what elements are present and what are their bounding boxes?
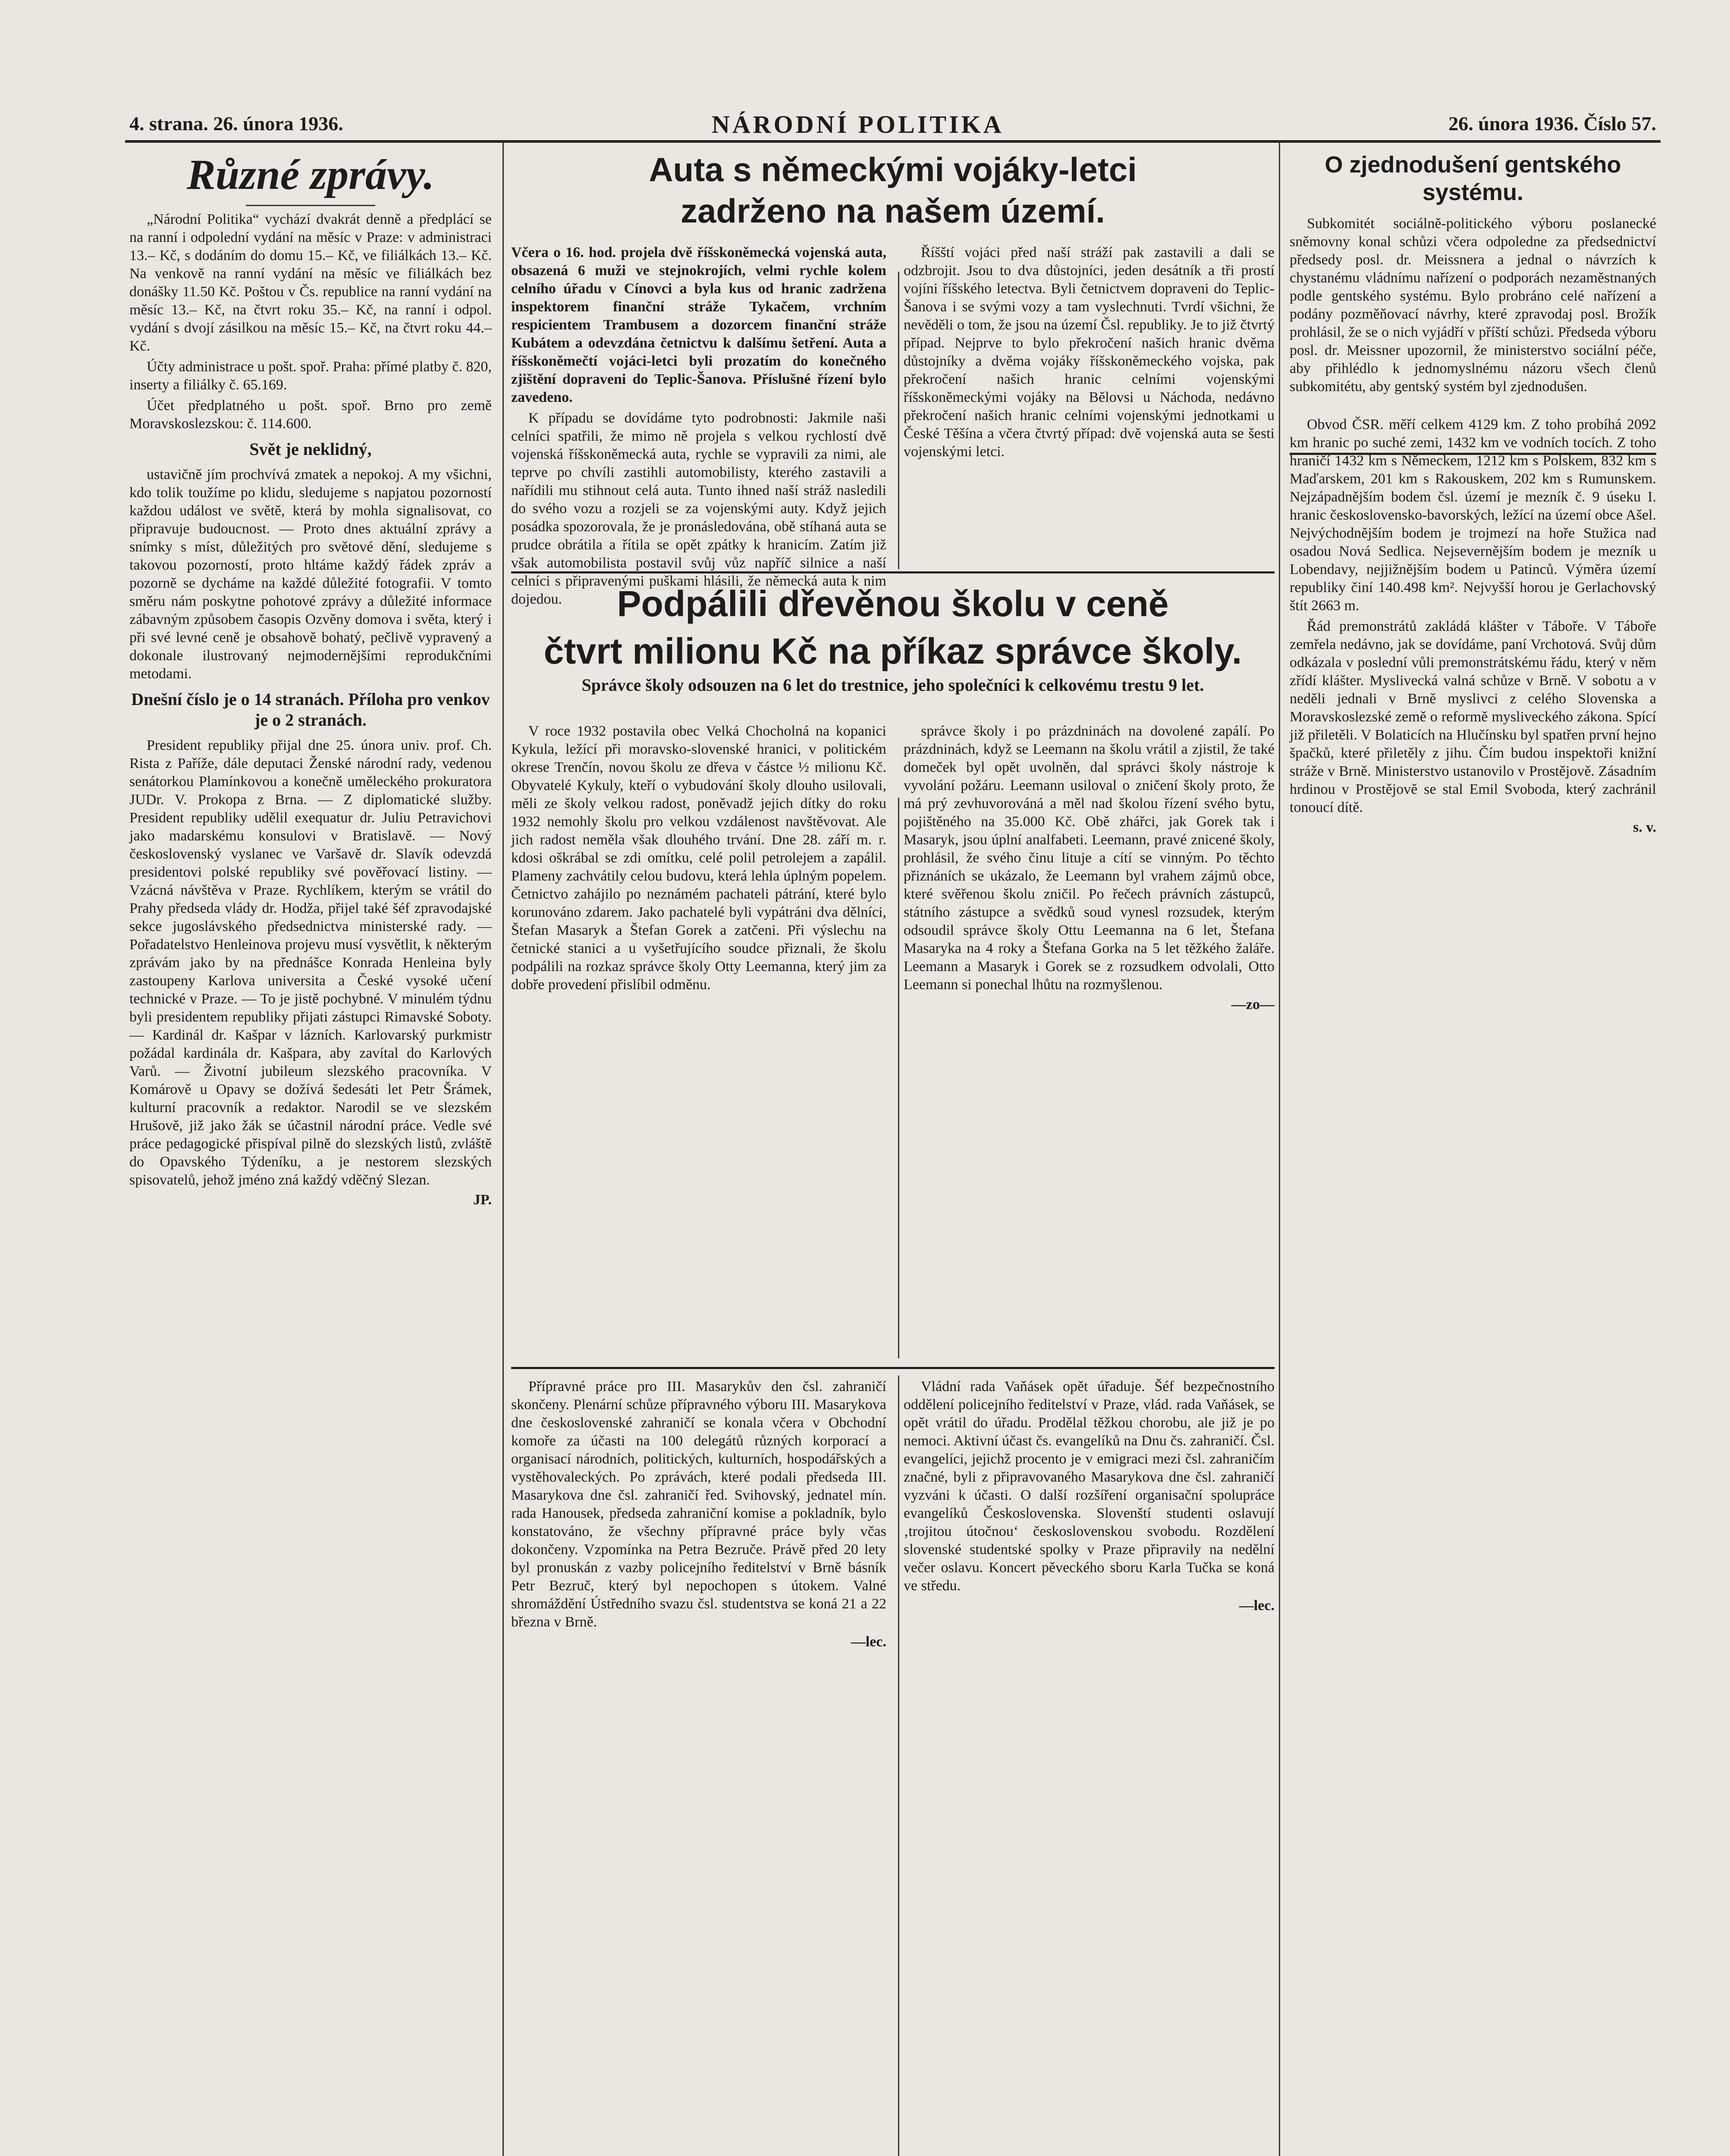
article-text: V roce 1932 postavila obec Velká Chocholná na kopanici Kykula, ležící při moravsko-slovenské hranici, v politickém okrese Trenčín, novou školu ze dřeva v částce ½ milionu Kč. Obyvatelé Kykuly, kteří o vybudování školy dlouho usilovali, měli ze školy velkou radost, poněvadž jejich dítky do roku 1932 nemohly školu pro velkou vzdálenost navštěvovat. Ale jich radost neměla však dlouhého trvání. Dne 28. září m. r. kdosi oškrábal se zdi omítku, celé polil petrolejem a zapálil. Plameny zachvátily celou budovu, která lehla úplným popelem. Četnictvo zahájilo po neznámém pachateli pátrání, které bylo korunováno zdarem. Jako pachatelé byli vypátráni dva dělníci, Štefan Masaryk a Štefan Gorek a zatčeni. Při výslechu na četnické stanici a u vyšetřujícího soudce přiznali, že školu podpálili na rozkaz správce školy Otty Leemanna, který jim za dobře provedení přislíbil odměnu. (511, 723, 886, 993)
article-headline: čtvrt milionu Kč na příkaz správce školy. (543, 631, 1242, 671)
article-text: Obvod ČSR. měří celkem 4129 km. Z toho probíhá 2092 km hranic po suché zemi, 1432 km ve vodních tocích. Z toho hraničí 1432 km s Německem, 1212 km s Polskem, 832 km s Maďarskem, 201 km s Rakouskem, 202 km s Rumunskem. Nejzápadnějším bodem čsl. území je mezník č. 9 úseku I. hranic československo-bavorských, ležící na území obce Ašel. Nejvýchodnějším bodem je trojmezí na hoře Stužica nad osadou Nová Sedlica. Nejsevernějším bodem je mezník u Lobendavy, nejjižnějším bodem u Patinců. Výměra území republiky činí 140.498 km². Nejvyšší horou je Gerlachovský štít 2663 m. (1290, 417, 1656, 614)
signature: s. v. (1633, 819, 1656, 835)
article-column-left (511, 244, 886, 611)
signature: —lec. (851, 1634, 886, 1650)
article-text: K případu se dovídáme tyto podrobnosti: Jakmile naši celníci spatřili, že mimo ně projela s velkou rychlostí dvě vojenská říšskoněmecká auta, rychle se vypravili za nimi, ale teprve po chvíli zastihli automobilisty, kterého zastavili a nařídili mu stihnout celá auta. Tunto ihned naší stráž nasledili do svého vozu a rozjeli se za vojenskými auty. Když jejich posádka spozorovala, že je pronásledována, obě stíhaná auta se prudce obrátila a řítila se opět zpátky k hranicím. Zatím již však automobilista postavil svůj vůz napříč silnice a naší celníci s připravenými puškami hlásili, že německá auta k nim dojedou. (511, 410, 886, 607)
article-text: Subkomitét sociálně-politického výboru poslanecké sněmovny konal schůzi včera odpoledne za předsednictví předsedy posl. dr. Meissnera a jednal o návrzích k chystanému vládnímu nařízení o podporách nezaměstnaných podle gentského systému. Bylo probráno celé nařízení a podány pozměňovací návrhy, které zpravodaj posl. Brožík prohlásil, že se o nich vyjádří v příští schůzi. Předseda výboru posl. dr. Meissner upozornil, že ministerstvo sociální péče, aby přihlédlo k jednomyslnému názoru všech členů subkomitétu, aby gentský systém byl zjednodušen. (1290, 216, 1656, 395)
article-text: ustavičně jím prochvívá zmatek a nepokoj. A my všichni, kdo tolik toužíme po klidu, sledujeme s napjatou pozorností každou událost ve světě, která by mohla signalisovat, co připravuje budoucnost. — Proto dnes aktuální zprávy a snímky s míst, důležitých pro světové dění, sledujeme s takovou pozorností, proto hltáme každý řádek zpráv a pozorně se dycháme na každé důležité fotografii. V tomto směru nám poskytne pohotové zprávy a důležité informace zábavným způsobem časopis Ozvěny domova i světa, který i při své levné ceně je obsahově bohatý, pečlivě vypravený a dokonale ilustrovaný nejmodernějšími reprodukčními metodami. (129, 467, 492, 682)
column-gentsky-system (1290, 147, 1656, 2156)
article-text: President republiky přijal dne 25. února univ. prof. Ch. Rista z Paříže, dále deputaci Ženské národní rady, vedenou senátorkou Plamínkovou a konečně uměleckého prokuratora JUDr. V. Prokopa z Brna. — Z diplomatické služby. President republiky udělil exequatur dr. Juliu Petravichovi jako madarskému konsulovi v Bratislavě. — Nový československý vyslanec ve Varšavě dr. Slavík odevzdá presidentovi polské republiky své pověřovací listiny. — Vzácná návštěva v Praze. Rychlíkem, kterým se vrátil do Prahy předseda vlády dr. Hodža, přijel také šéf zpravodajské sekce jugoslávského předsednictva ministerské rady. — Pořadatelstvo Henleinova projevu musí vysvětlit, k některým zprávám jako by na přednášce Konrada Henleina byly zastoupeny Karlova universita a České vysoké učení technické v Praze. — To je jistě pochybné. V minulém týdnu byli presidentem republiky přijati zástupci Rimavské Soboty. — Kardinál dr. Kašpar v lázních. Karlovarský purkmistr požádal kardinála dr. Kašpara, aby zavítal do Karlových Varů. — Životní jubileum slezského pracovníka. V Komárově u Opavy se dožívá šedesáti let Petr Šrámek, kulturní pracovník a redaktor. Narodil se ve slezském Hrušově, již jako žák se účastnil národní práce. Vedle své práce pedagogické přispíval pilně do slezských listů, zvláště do Opavského Týdeníku, a je nestorem slezských spisovatelů, jehož jméno zná každý vděčný Slezan. (129, 737, 492, 1188)
article-text: Říšští vojáci před naší stráží pak zastavili a dali se odzbrojit. Jsou to dva důstojníci, jeden desátník a tři prostí vojíni říšského letectva. Byli četnictvem dopraveni do Teplic-Šanova i se svými vozy a tam vyslechnuti. Tvrdí všichni, že nevěděli o tom, že jsou na území Čsl. republiky. Je to již čtvrtý případ. Nejprve to bylo překročení našich hranic dvěma důstojníky a dvěma vojáky říšskoněmeckého vojska, pak překročení našich hranic celními vojenskými říšskoněmeckými vojáky na Bělovsi u Náchoda, nedávno překročení našich hranic celními vojenskými jednotkami u České Těšína a včera čtvrtý případ: dvě vojenská auta se šesti vojenskými letci. (904, 244, 1275, 460)
section-heading: Svět je neklidný, (249, 439, 372, 459)
header-masthead: NÁRODNÍ POLITIKA (712, 110, 1004, 138)
article-text: Řád premonstrátů zakládá klášter v Táboře. V Táboře zemřela nedávno, jak se dovídáme, paní Vrchotová. Svůj dům odkázala v poslední vůli premonstrátskému řádu, který v něm zřídí klášter. Myslivecká valná schůze v Brně. V sobotu a v neděli jednali v Brně myslivci z celého Slovenska a Moravskoslezské země o reformě mysliveckého zákona. Spící již přiletěli. V Bolaticích na Hlučínsku byl spatřen první hejno špačků, které přiletěly z jihu. Čím budou inspektoři knižní stráže v Brně. Ministerstvo ustanovilo v Prostějově. Zásadním hrdinou v Prostějově se stal Emil Svoboda, který zachránil tonoucí dítě. (1290, 618, 1656, 815)
header-page-date: 4. strana. 26. února 1936. (129, 113, 343, 135)
article-subheadline: Správce školy odsouzen na 6 let do trestnice, jeho společníci k celkovému trestu 9 let. (581, 675, 1204, 695)
article-text: Přípravné práce pro III. Masarykův den čsl. zahraničí skončeny. Plenární schůze přípravného výboru III. Masarykova dne československé zahraničí se konala včera v Obchodní komoře za účasti na 100 delegátů různých korporací a organisací národních, politických, kulturních, hospodářských a vystěhovaleckých. Po zprávách, které podali předseda III. Masarykova dne čsl. zahraničí řed. Svihovský, jednatel mín. rada Hanousek, předseda zahraniční komise a pokladník, bylo konstatováno, že všechny přípravné práce byly včas dokončeny. Vzpomínka na Petra Bezruče. Právě před 20 lety byl pronuskán z vazby policejního ředitelství v Brně básník Petr Bezruč, který byl nepochopen s útokem. Valné shromáždění Ústředního svazu čsl. studentstva se koná 21 a 22 března v Brně. (511, 1379, 886, 1630)
article-text: Vládní rada Vaňásek opět úřaduje. Šéf bezpečnostního oddělení policejního ředitelství v Praze, vlád. rada Vaňásek, se opět vrátil do úřadu. Prodělal těžkou chorobu, ale již je po nemoci. Aktivní účast čs. evangelíků na Dnu čs. zahraničí. Čsl. evangelíci, jejichž procento je v emigraci mezi čsl. zahraničím značné, byli z připravovaného Masarykova dne čsl. zahraničí vyzváni k účasti. O další rozšíření organisační spolupráce evangelíků Československa. Slovenští studenti oslavují ‚trojitou útočnou‘ československou svobodu. Rozdělení slovenské studentské spolky v Praze připravily na nedělní večer oslavu. Koncert pěveckého sboru Karla Tučka se koná ve středu. (904, 1379, 1275, 1594)
article-headline: Auta s německými vojáky-letci (649, 150, 1137, 188)
article-headline: Podpálili dřevěnou školu v ceně (617, 583, 1169, 624)
article-column-right (904, 722, 1275, 1013)
signature: —lec. (1239, 1598, 1275, 1614)
subscription-info: „Národní Politika“ vychází dvakrát denně a předplácí se na ranní i odpolední vydání na měsíc v Praze: v administraci 13.– Kč, s dodáním do domu 15.– Kč, ve filiálkách 13.– Kč. Na venkově na ranní vydání na měsíc ve filiálkách bez donášky 11.50 Kč. Poštou v Čs. republice na ranní vydání na měsíc 13.– Kč, na čtvrt roku 35.– Kč, na ranní i odpol. vydání s dvojí zásilkou na měsíc 15.– Kč, na čtvrt roku 44.– Kč. (129, 211, 492, 354)
column-rule (1279, 142, 1280, 2156)
account-info-brno: Účet předplatného u pošt. spoř. Brno pro země Moravskoslezskou: č. 114.600. (129, 398, 492, 432)
page-header (125, 110, 1661, 143)
section-divider (511, 1367, 1275, 1369)
bottom-news-left (511, 1378, 886, 2156)
section-heading: Dnešní číslo je o 14 stranách. Příloha pro venkov je o 2 stranách. (131, 689, 490, 730)
signature: JP. (473, 1192, 492, 1208)
article-lead: Včera o 16. hod. projela dvě říšskoněmecká vojenská auta, obsazená 6 muži ve stejnokrojích, velmi rychle kolem celního úřadu v Cínovci a byla kus od hranic zadržena inspektorem finanční stráže Tykačem, vrchním respicientem Trambusem a dozorcem finanční stráže Kubátem a odevzdána četnictvu k dalšímu šetření. Auta a říšskoněmečtí vojáci-letci byli prozatím do konečného zjištění dopraveni do Teplic-Šanova. Příslušné řízení bylo zavedeno. (511, 244, 886, 405)
column-rule (898, 1376, 899, 2156)
article-skola (511, 580, 1275, 1365)
bottom-news-right (904, 1378, 1275, 2156)
column-ruzne-zpravy (129, 147, 492, 2156)
article-text: správce školy i po prázdninách na dovolené zapálí. Po prázdninách, když se Leemann na školu vrátil a zjistil, že také domeček byl opět uvolněn, dal správci školy nástroje k vyvolání požáru. Leemann usiloval o zničení školy proto, že má prý zevhuvorováná a měl nad školou řízení svého bytu, pojištěného na 35.000 Kč. Obě zhářci, jak Gorek tak i Masaryk, jsou úplní analfabeti. Leemann, pravé znicené školy, prohlásil, že svého činu lituje a cítí se vinným. Po těchto přiznáních se ukázalo, že Leemann byl vrahem zájmů obce, které svěřenou školu zničil. Po řečech právních zástupců, státního zástupce a svědků soud vynesl rozsudek, kterým odsoudil správce školy Ottu Leemanna na 6 let, Štefana Masaryka na 4 roky a Štefana Gorka na 5 let těžkého žaláře. Leemann a Masaryk i Gorek se z rozsudkem odvolali, Otto Leemann si ponechal lhůtu na rozmyšlenou. (904, 723, 1275, 993)
column-rule (502, 142, 504, 2156)
column-title: Různé zprávy. (186, 150, 435, 198)
title-underline (246, 205, 375, 206)
article-headline: zadrženo na našem území. (681, 192, 1105, 230)
article-column-right (904, 244, 1275, 464)
header-issue-number: 26. února 1936. Číslo 57. (1448, 113, 1656, 135)
spacer (1290, 398, 1656, 416)
article-headline: O zjednodušení gentského systému. (1325, 152, 1621, 205)
signature: —zo— (1231, 997, 1275, 1012)
article-column-left (511, 722, 886, 997)
account-info: Účty administrace u pošt. spoř. Praha: přímé platby č. 820, inserty a filiálky č. 65.169. (129, 359, 492, 393)
